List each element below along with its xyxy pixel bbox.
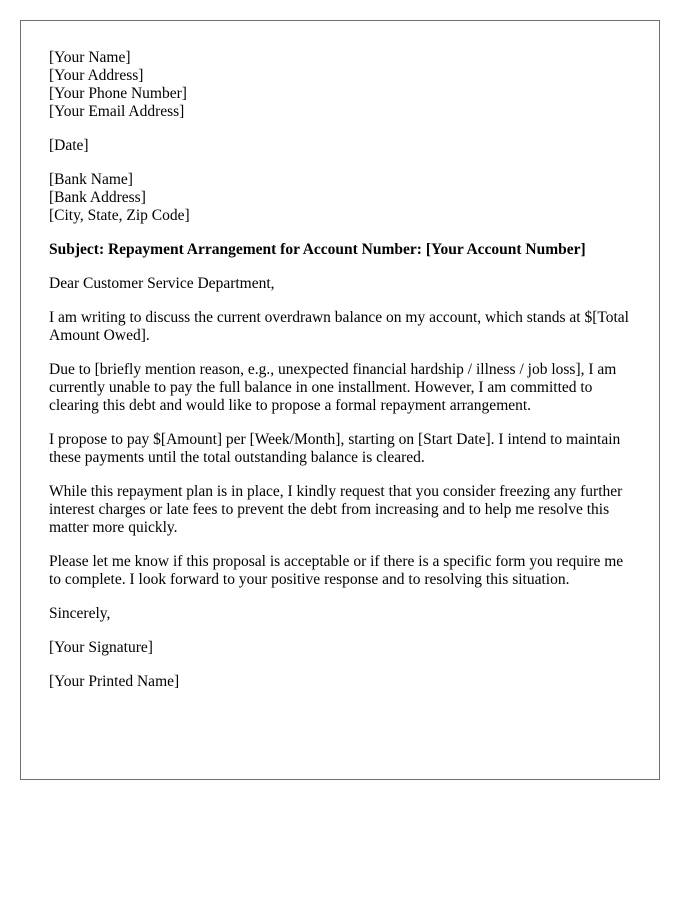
sender-phone: [Your Phone Number] [49,85,187,102]
recipient-block [49,171,634,225]
sender-email: [Your Email Address] [49,103,185,120]
signature-placeholder: [Your Signature] [49,639,153,656]
subject-line: Subject: Repayment Arrangement for Account Number: [Your Account Number] [49,241,586,258]
letter-date: [Date] [49,137,89,154]
body-paragraph-5: Please let me know if this proposal is acceptable or if there is a specific form you require me to complete. I look forward to your positive response and to resolving this situation. [49,553,624,588]
printed-name: [Your Printed Name] [49,673,180,690]
body-paragraph-1: I am writing to discuss the current overdrawn balance on my account, which stands at $[Total Amount Owed]. [49,309,629,344]
body-paragraph-2: Due to [briefly mention reason, e.g., unexpected financial hardship / illness / job loss], I am currently unable to pay the full balance in one installment. However, I am committed to clearing this debt and would like to propose a formal repayment arrangement. [49,361,617,414]
salutation: Dear Customer Service Department, [49,275,275,292]
recipient-city-state-zip: [City, State, Zip Code] [49,207,190,224]
body-paragraph-4: While this repayment plan is in place, I kindly request that you consider freezing any further interest charges or late fees to prevent the debt from increasing and to help me resolve this matter more quickly. [49,483,623,536]
body-paragraph-3: I propose to pay $[Amount] per [Week/Month], starting on [Start Date]. I intend to maintain these payments until the total outstanding balance is cleared. [49,431,621,466]
closing: Sincerely, [49,605,111,622]
letter-frame [20,20,660,780]
recipient-bank-address: [Bank Address] [49,189,146,206]
recipient-bank-name: [Bank Name] [49,171,133,188]
letter-content [49,49,634,707]
date-block [49,137,634,155]
sender-name: [Your Name] [49,49,131,66]
sender-address: [Your Address] [49,67,144,84]
sender-block [49,49,634,121]
